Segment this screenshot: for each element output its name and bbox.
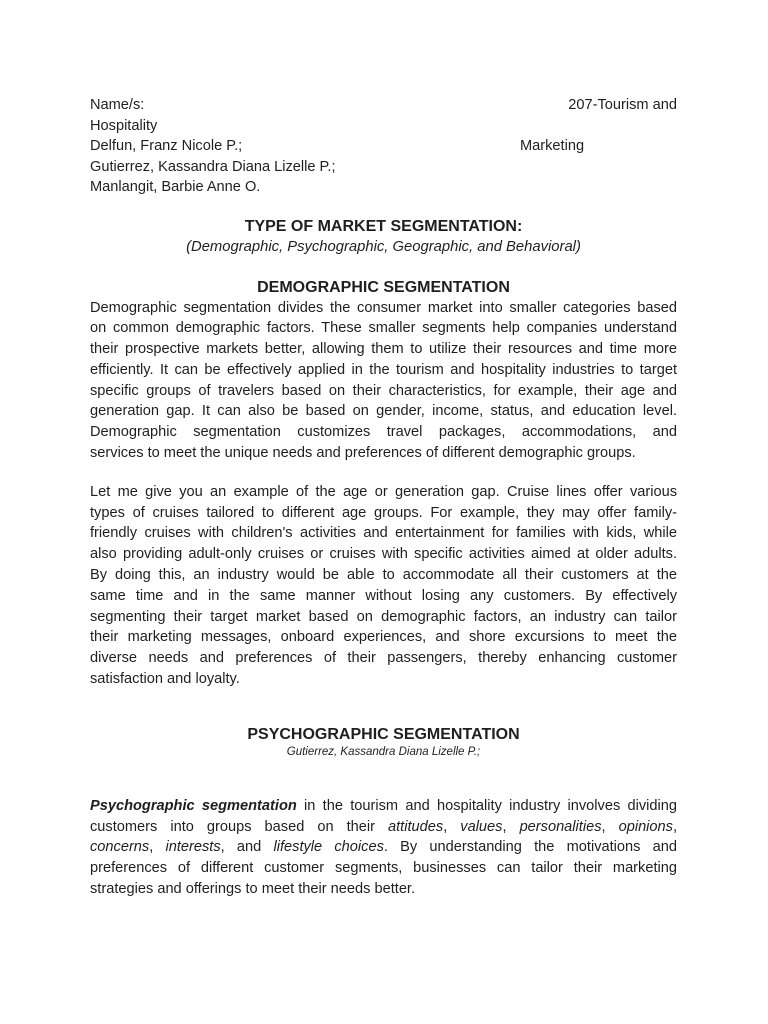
text-segment: lifestyle choices [273, 839, 384, 856]
document-content [90, 95, 677, 900]
text-segment: customers into groups based on their [90, 818, 389, 835]
text-segment: same time and in the same manner without losing any customers. By effectively [90, 587, 677, 604]
text-segment: By doing this, an industry would be able to accommodate all their customers at the [90, 567, 677, 584]
text-line [90, 586, 677, 607]
document-subtitle: (Demographic, Psychographic, Geographic, and Behavioral) [186, 238, 581, 255]
text-segment: concerns [90, 839, 150, 856]
student-name-2: Gutierrez, Kassandra Diana Lizelle P.; [90, 158, 336, 175]
text-segment: in the tourism and hospitality industry involves dividing [296, 797, 678, 814]
text-line [90, 443, 677, 464]
text-segment: on common demographic factors. These smaller segments help companies understand [90, 320, 677, 337]
text-line [90, 298, 677, 319]
text-line [90, 401, 677, 422]
heading-psychographic-segmentation: PSYCHOGRAPHIC SEGMENTATION [247, 725, 520, 743]
course-code-text: 207-Tourism and [568, 97, 677, 113]
header-line-5 [90, 177, 677, 198]
text-line [90, 523, 677, 544]
text-segment: , [502, 818, 520, 835]
text-segment: their prospective markets better, allowing them to utilize their resources and time more [90, 341, 677, 358]
text-segment: satisfaction and loyalty. [90, 671, 240, 688]
text-segment: Psychographic segmentation [90, 797, 297, 814]
text-segment: attitudes [388, 818, 444, 835]
text-line [90, 607, 677, 628]
header-line-4 [90, 157, 677, 178]
text-segment: , and [220, 839, 274, 856]
text-line [90, 858, 677, 879]
text-line [90, 482, 677, 503]
text-line [90, 422, 677, 443]
text-line [90, 796, 677, 817]
heading-demographic-segmentation: DEMOGRAPHIC SEGMENTATION [257, 278, 510, 296]
text-segment: , [149, 839, 166, 856]
text-line [90, 837, 677, 858]
document-header [90, 95, 677, 198]
text-segment: their marketing messages, onboard experiences, and shore excursions to meet the [90, 629, 677, 646]
course-hospitality-text: Hospitality [90, 117, 158, 134]
course-marketing-text: Marketing [520, 138, 585, 154]
text-segment: Demographic segmentation divides the consumer market into smaller categories based [90, 299, 677, 316]
text-line [90, 648, 677, 669]
text-line [90, 879, 677, 900]
text-line [90, 339, 677, 360]
student-name-1: Delfun, Franz Nicole P.; [90, 138, 243, 154]
text-segment: personalities [519, 818, 602, 835]
text-line [90, 503, 677, 524]
text-segment: diverse needs and preferences of their passengers, thereby enhancing customer [90, 650, 677, 667]
text-segment: specific groups of travelers based on their characteristics, for example, their age and [90, 382, 677, 399]
paragraph-demographic-2 [90, 482, 677, 690]
section-author-attribution: Gutierrez, Kassandra Diana Lizelle P.; [286, 745, 481, 758]
paragraph-demographic-1 [90, 298, 677, 464]
text-line [90, 318, 677, 339]
text-segment: opinions [618, 818, 673, 835]
text-line [90, 544, 677, 565]
header-line-1 [90, 95, 677, 116]
text-segment: strategies and offerings to meet their needs better. [90, 881, 416, 898]
text-segment: interests [165, 839, 221, 856]
text-segment: , [601, 818, 619, 835]
text-segment: generation gap. It can also be based on gender, income, status, and education level. [90, 403, 677, 420]
document-title: TYPE OF MARKET SEGMENTATION: [244, 217, 523, 235]
text-segment: Demographic segmentation customizes travel packages, accommodations, and [90, 424, 677, 441]
text-segment: also providing adult-only cruises or cruises with specific activities aimed at older adults. [90, 546, 677, 563]
text-segment: Let me give you an example of the age or generation gap. Cruise lines offer various [90, 483, 677, 500]
text-line [90, 627, 677, 648]
text-line [90, 669, 677, 690]
text-segment: types of cruises tailored to different age groups. For example, they may offer family- [90, 504, 677, 521]
text-line [90, 817, 677, 838]
text-segment: , [443, 818, 461, 835]
text-segment: friendly cruises with children's activities and entertainment for families with kids, while [90, 525, 677, 542]
names-label: Name/s: [90, 97, 145, 113]
header-line-3 [90, 136, 677, 157]
text-segment: . By understanding the motivations and [383, 839, 678, 856]
text-segment: segmenting their target market based on demographic factors, an industry can tailor [90, 608, 677, 625]
paragraph-psychographic-1 [90, 796, 677, 900]
text-line [90, 381, 677, 402]
student-name-3: Manlangit, Barbie Anne O. [90, 179, 261, 195]
header-line-2 [90, 116, 677, 137]
text-line [90, 565, 677, 586]
text-segment: efficiently. It can be effectively applied in the tourism and hospitality industries to target [90, 361, 677, 378]
text-line [90, 360, 677, 381]
text-segment: preferences of different customer segments, businesses can tailor their marketing [90, 860, 677, 877]
text-segment: values [460, 818, 503, 835]
text-segment: , [672, 818, 678, 835]
text-segment: services to meet the unique needs and preferences of different demographic groups. [90, 445, 636, 462]
